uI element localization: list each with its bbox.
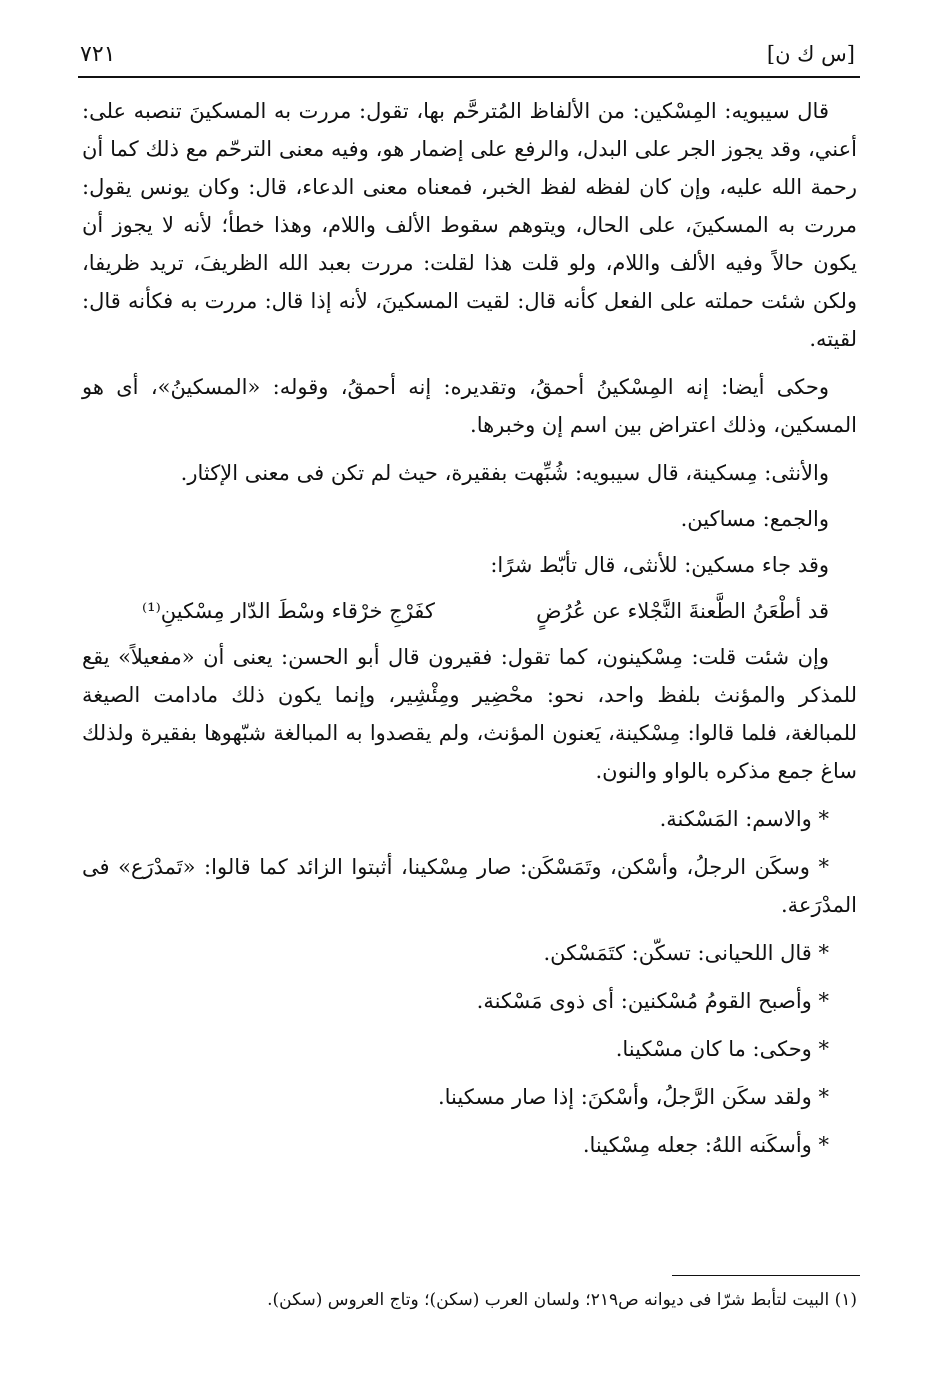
verse-first-hemistich: قد أطْعَنُ الطَّعنةَ النَّجْلاء عن عُرُضٍ [536, 599, 829, 623]
paragraph-hikaya: وحكى أيضا: إنه المِسْكينُ أحمقُ، وتقديره: إنه أحمقُ، وقوله: «المسكينُ»، أى هو المسكين، وذلك اعتراض بين اسم إن وخبرها. [82, 375, 857, 437]
paragraph-verse-intro: وقد جاء مسكين: للأنثى، قال تأبّط شرًا: [490, 553, 829, 577]
page-body [82, 92, 857, 1174]
page-header [80, 38, 855, 72]
entry-item: * والاسم: المَسْكنة. [659, 807, 829, 831]
root-label: [س ك ن] [766, 42, 855, 66]
paragraph-plural-forms: وإن شئت قلت: مِسْكينون، كما تقول: فقيرون قال أبو الحسن: يعنى أن «مفعيلاً» يقع للمذكر والمؤنث بلفظ واحد، نحو: محْضِير ومِئْشِير، وإنما يكون ذلك مادامت الصيغة للمبالغة، فلما قالوا: مِسْكينة، يَعنون المؤنث، ولم يقصدوا به المبالغة شبّهوها بفقيرة ولذلك ساغ جمع مذكره بالواو والنون. [82, 645, 857, 783]
entry-item: * وسكَن الرجلُ، وأسْكن، وتَمَسْكَن: صار مِسْكينا، أثبتوا الزائد كما قالوا: «تَمدْرَع» فى المدْرَعة. [82, 855, 857, 917]
entry-item: * وحكى: ما كان مسْكينا. [615, 1037, 829, 1061]
paragraph-plural: والجمع: مساكين. [680, 507, 829, 531]
poetry-verse [82, 592, 857, 630]
page-number: ٧٢١ [80, 42, 116, 67]
entry-item: * ولقد سكَن الرَّجلُ، وأسْكنَ: إذا صار مسكينا. [437, 1085, 829, 1109]
paragraph-sibawayh: قال سيبويه: المِسْكين: من الألفاظ المُترحَّم بها، تقول: مررت به المسكينَ تنصبه على: أعني، وقد يجوز الجر على البدل، والرفع على إضمار هو، وفيه معنى الترحّم مع ذلك كما أن رحمة الله عليه، وإن كان لفظه لفظ الخبر، فمعناه معنى الدعاء، قال: وكان يونس يقول: مررت به المسكينَ، على الحال، ويتوهم سقوط الألف واللام، وهذا خطأ؛ لأنه لا يجوز أن يكون حالاً وفيه الألف واللام، ولو قلت هذا لقلت: مررت بعبد الله الظريفَ، تريد ظريفا، ولكن شئت حملته على الفعل كأنه قال: لقيت المسكينَ، لأنه إذا قال: مررت به فكأنه قال: لقيته. [82, 99, 857, 351]
footnote-rule [672, 1275, 860, 1276]
footnote: (١) البيت لتأبط شرّا فى ديوانه ص٢١٩؛ ولسان العرب (سكن)؛ وتاج العروس (سكن). [267, 1290, 857, 1310]
paragraph-feminine: والأنثى: مِسكينة، قال سيبويه: شُبِّهت بفقيرة، حيث لم تكن فى معنى الإكثار. [180, 461, 829, 485]
entry-item: * وأصبح القومُ مُسْكنين: أى ذوى مَسْكنة. [476, 989, 829, 1013]
entry-item: * قال اللحيانى: تسكّن: كتَمَسْكن. [543, 941, 829, 965]
header-rule [78, 76, 860, 78]
verse-second-hemistich: كفَرْجِ خرْقاء وسْطَ الدّار مِسْكينِ⁽¹⁾ [142, 599, 435, 623]
entry-item: * وأسكَنه اللهُ: جعله مِسْكينا. [582, 1133, 829, 1157]
